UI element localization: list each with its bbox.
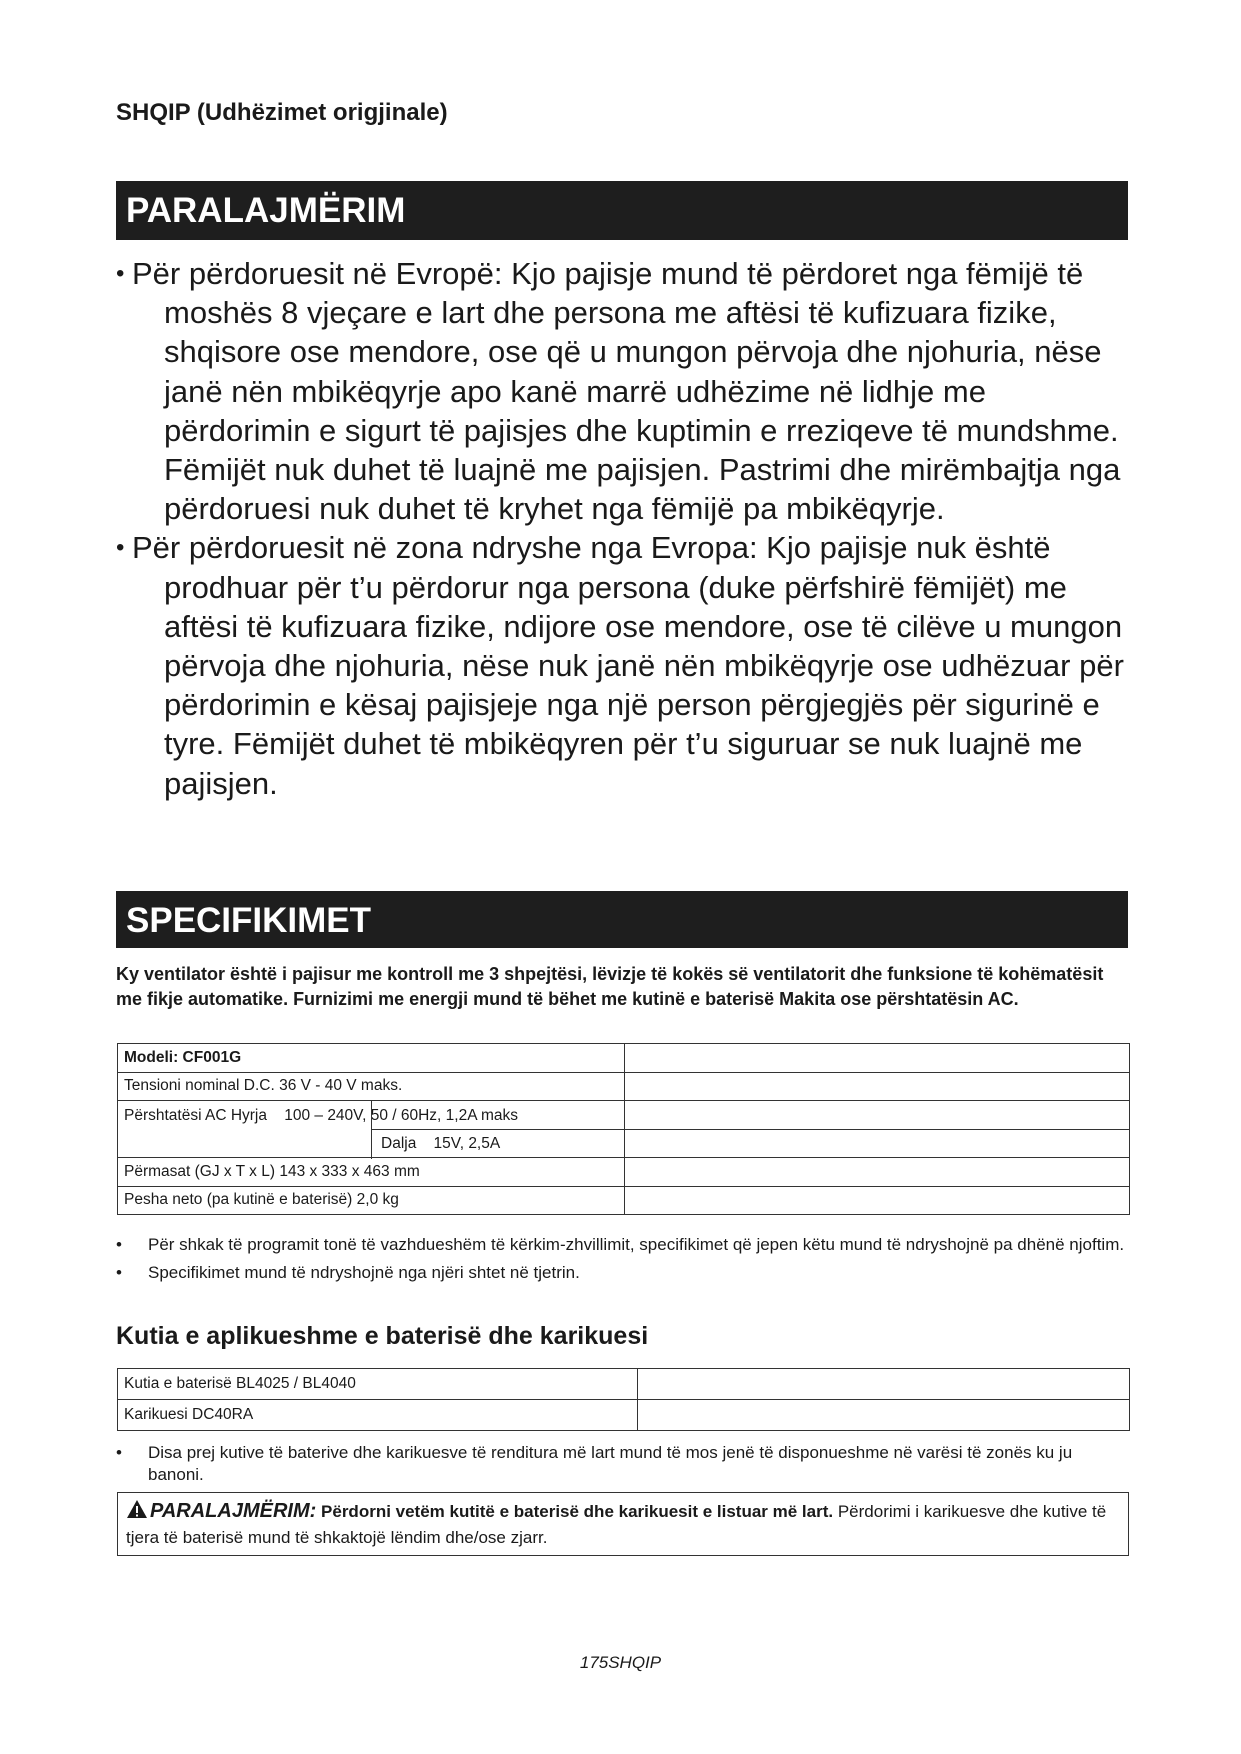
spec-empty-cell: [625, 1044, 1130, 1073]
bullet-icon: •: [116, 1235, 122, 1254]
list-item: [116, 1442, 1126, 1486]
spec-dimensions: Përmasat (GJ x T x L) 143 x 333 x 463 mm: [118, 1158, 625, 1187]
list-item: [116, 1234, 1126, 1256]
specs-notes: [116, 1234, 1126, 1290]
spec-model: Modeli: CF001G: [118, 1044, 625, 1073]
bullet-icon: •: [116, 1263, 122, 1282]
document-title: SHQIP (Udhëzimet origjinale): [116, 99, 448, 126]
caution-text: Përdorimi i karikuesve dhe kutive të tjera të baterisë mund të shkaktojë lëndim dhe/ose zjarr.: [126, 1502, 1107, 1547]
table-row: [118, 1186, 1130, 1215]
battery-table: [117, 1368, 1130, 1431]
spec-empty-cell: [625, 1101, 1130, 1158]
caution-bold-text: Përdorni vetëm kutitë e baterisë dhe karikuesit e listuar më lart.: [316, 1502, 834, 1521]
specs-intro: Ky ventilator është i pajisur me kontroll me 3 shpejtësi, lëvizje të kokës së ventilatorit dhe funksione të kohëmatësit me fikje automatike. Furnizimi me energji mund të bëhet me kutinë e baterisë Makita ose përshtatësin AC.: [116, 964, 1104, 1009]
page-footer: 175SHQIP: [579, 1653, 662, 1672]
cell-divider: [625, 1129, 1129, 1130]
warning-list: [116, 254, 1136, 803]
caution-box: [117, 1492, 1129, 1556]
warning-item: [116, 528, 1136, 802]
table-row: [118, 1044, 1130, 1073]
spec-ac-input: Përshtatësi AC Hyrja 100 – 240V, 50 / 60Hz, 1,2A maks: [124, 1107, 519, 1124]
spec-weight: Pesha neto (pa kutinë e baterisë) 2,0 kg: [118, 1186, 625, 1215]
spec-ac-adapter: [118, 1101, 625, 1158]
table-row: [118, 1072, 1130, 1101]
note-text: Specifikimet mund të ndryshojnë nga njëri shtet në tjetrin.: [148, 1263, 580, 1282]
table-row: [118, 1158, 1130, 1187]
spec-ac-output: Dalja 15V, 2,5A: [381, 1135, 501, 1152]
warning-text: Për përdoruesit në Evropë: Kjo pajisje mund të përdoret nga fëmijë të moshës 8 vjeçare e lart dhe persona me aftësi të kufizuara fizike, shqisore ose mendore, ose që u mungon përvoja dhe njohuria, nëse janë nën mbikëqyrje apo kanë marrë udhëzime në lidhje me përdorimin e sigurt të pajisjes dhe kuptimin e rreziqeve të mundshme. Fëmijët nuk duhet të luajnë me pajisjen. Pastrimi dhe mirëmbajtja nga përdoruesi nuk duhet të kryhet nga fëmijë pa mbikëqyrje.: [132, 256, 1121, 527]
specs-heading: SPECIFIKIMET: [116, 891, 1128, 948]
note-text: Disa prej kutive të baterive dhe karikuesve të renditura më lart mund të mos jenë të disponueshme në varësi të zonës ku ju banoni.: [148, 1443, 1073, 1484]
charger-cell: Karikuesi DC40RA: [118, 1400, 638, 1431]
bullet-icon: •: [116, 1443, 122, 1462]
cell-divider: [371, 1129, 372, 1159]
warning-item: [116, 254, 1136, 528]
spec-table: [117, 1043, 1130, 1215]
cell-divider: [371, 1129, 624, 1130]
spec-empty-cell: [625, 1072, 1130, 1101]
spec-voltage: Tensioni nominal D.C. 36 V - 40 V maks.: [118, 1072, 625, 1101]
list-item: [116, 1262, 1126, 1284]
battery-heading: Kutia e aplikueshme e baterisë dhe karikuesi: [116, 1322, 649, 1350]
note-text: Për shkak të programit tonë të vazhdueshëm të kërkim-zhvillimit, specifikimet që jepen këtu mund të ndryshojnë pa dhënë njoftim.: [148, 1235, 1125, 1254]
table-row: [118, 1400, 1130, 1431]
cell-divider: [371, 1101, 372, 1129]
bullet-icon: •: [116, 260, 125, 287]
table-row: [118, 1101, 1130, 1158]
spec-empty-cell: [625, 1186, 1130, 1215]
warning-heading: PARALAJMËRIM: [116, 181, 1128, 240]
battery-empty-cell: [638, 1369, 1130, 1400]
battery-empty-cell: [638, 1400, 1130, 1431]
table-row: [118, 1369, 1130, 1400]
caution-label: PARALAJMËRIM:: [150, 1500, 317, 1522]
warning-triangle-icon: [126, 1499, 148, 1526]
spec-empty-cell: [625, 1158, 1130, 1187]
battery-notes: [116, 1442, 1126, 1492]
warning-text: Për përdoruesit në zona ndryshe nga Evropa: Kjo pajisje nuk është prodhuar për t’u përdorur nga persona (duke përfshirë fëmijët) me aftësi të kufizuara fizike, ndijore ose mendore, ose të cilëve u mungon përvoja dhe njohuria, nëse nuk janë nën mbikëqyrje ose udhëzuar për përdorimin e kësaj pajisjeje nga një person përgjegjës për sigurinë e tyre. Fëmijët duhet të mbikëqyren për t’u siguruar se nuk luajnë me pajisjen.: [132, 530, 1124, 801]
bullet-icon: •: [116, 534, 125, 562]
battery-cell: Kutia e baterisë BL4025 / BL4040: [118, 1369, 638, 1400]
